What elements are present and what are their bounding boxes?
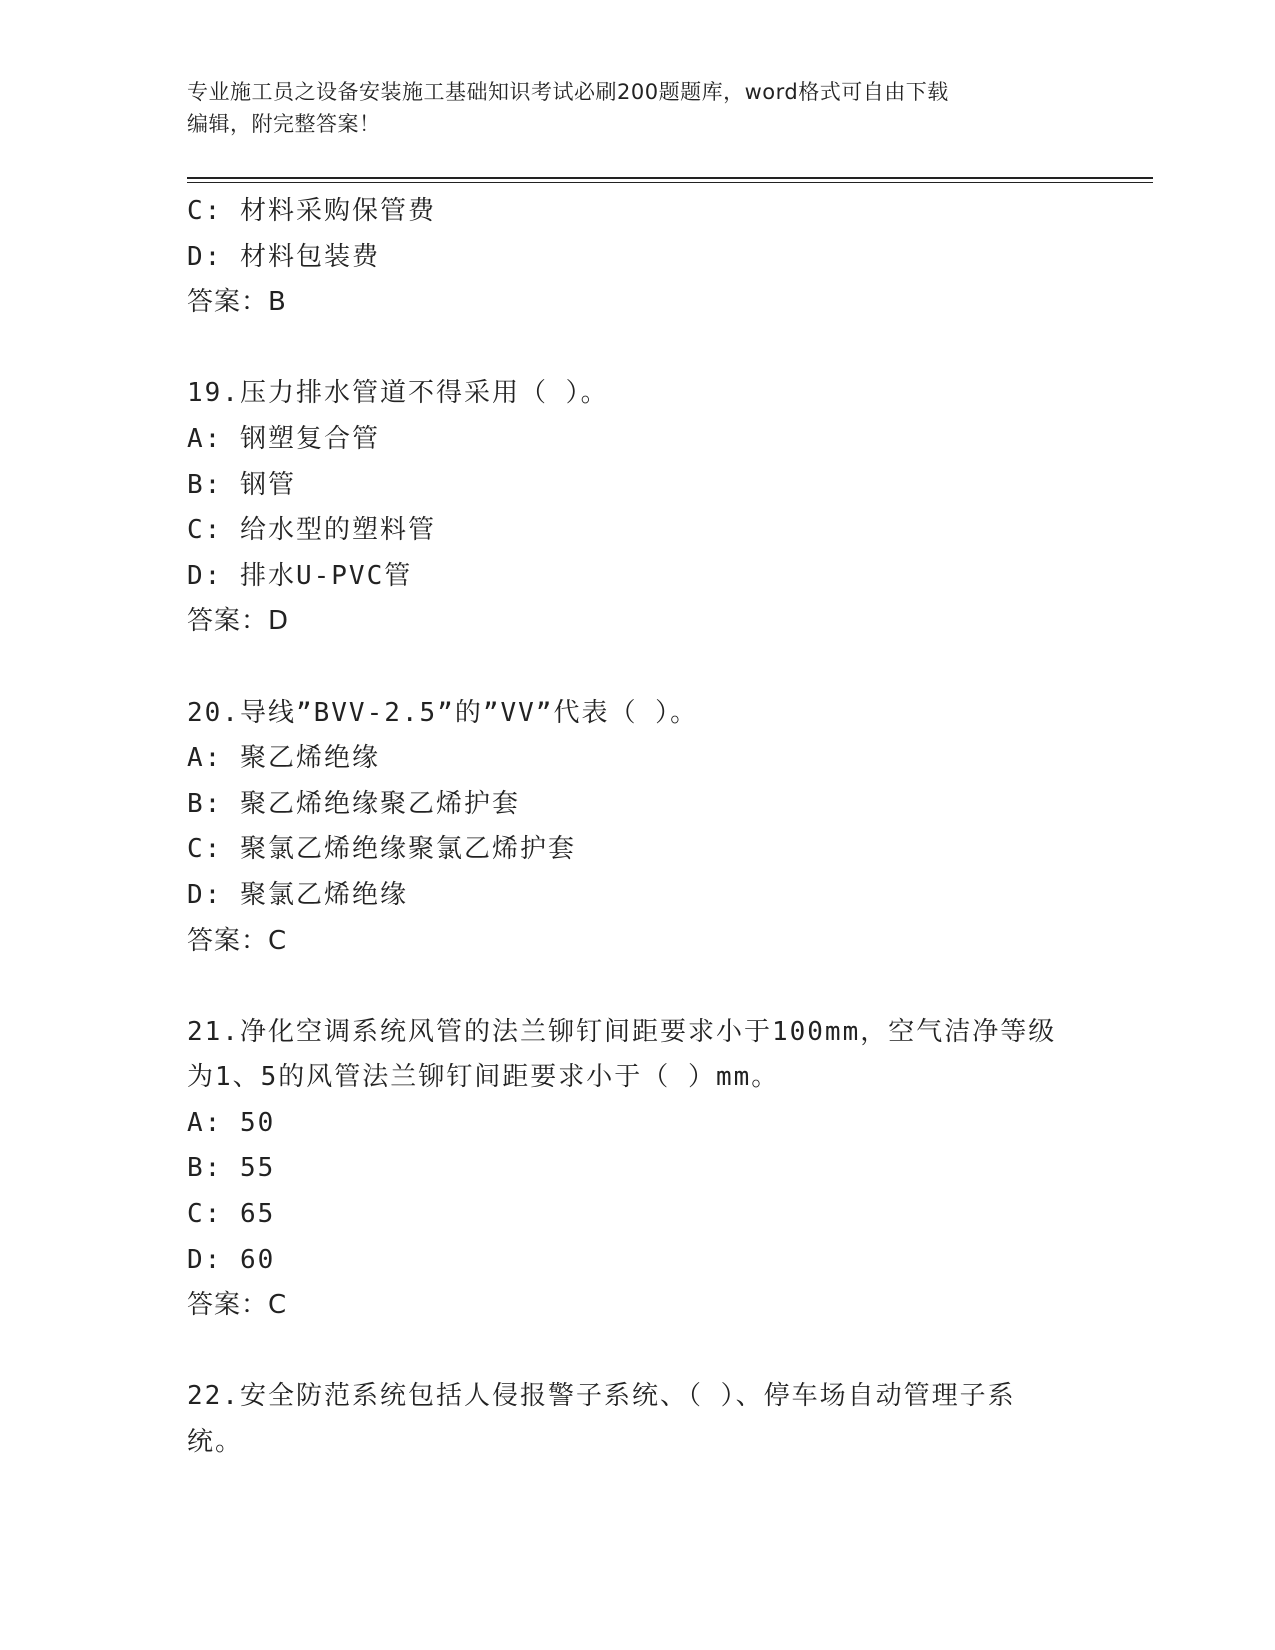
header-line-1: 专业施工员之设备安装施工基础知识考试必刷200题题库，word格式可自由下载 <box>187 80 949 104</box>
question-18-tail <box>187 189 1087 326</box>
question-stem-line-1: 21.净化空调系统风管的法兰铆钉间距要求小于100mm，空气洁净等级 <box>187 1016 1057 1047</box>
option-a: A: 聚乙烯绝缘 <box>187 743 380 774</box>
option-b: B: 55 <box>187 1153 276 1184</box>
question-content <box>187 189 1087 1466</box>
question-21 <box>187 1010 1087 1329</box>
question-stem: 20.导线”BVV-2.5”的”VV”代表（ ）。 <box>187 697 699 728</box>
question-stem-line-2: 为1、5的风管法兰铆钉间距要求小于（ ）mm。 <box>187 1062 780 1093</box>
question-stem-line-2: 统。 <box>187 1427 244 1458</box>
question-19 <box>187 371 1087 645</box>
option-d: D: 排水U-PVC管 <box>187 560 413 591</box>
question-stem-line-1: 22.安全防范系统包括人侵报警子系统、（ ）、停车场自动管理子系 <box>187 1381 1016 1412</box>
option-d: D: 聚氯乙烯绝缘 <box>187 879 408 910</box>
header-divider-thin <box>187 182 1153 183</box>
option-c: C: 材料采购保管费 <box>187 196 436 226</box>
question-20 <box>187 691 1087 965</box>
option-c: C: 给水型的塑料管 <box>187 515 436 546</box>
spacer <box>187 326 1087 372</box>
answer: 答案：C <box>187 925 288 956</box>
question-22 <box>187 1374 1087 1465</box>
header-divider-thick <box>187 177 1153 179</box>
answer: 答案：D <box>187 606 290 637</box>
page-header <box>187 76 1087 140</box>
option-d: D: 材料包装费 <box>187 241 380 272</box>
spacer <box>187 1329 1087 1375</box>
option-a: A: 钢塑复合管 <box>187 423 380 454</box>
answer: 答案：C <box>187 1290 288 1321</box>
option-a: A: 50 <box>187 1107 276 1138</box>
option-c: C: 聚氯乙烯绝缘聚氯乙烯护套 <box>187 834 576 865</box>
option-b: B: 钢管 <box>187 469 296 500</box>
option-d: D: 60 <box>187 1244 276 1275</box>
header-line-2: 编辑，附完整答案！ <box>187 112 381 136</box>
spacer <box>187 964 1087 1010</box>
option-c: C: 65 <box>187 1199 276 1230</box>
option-b: B: 聚乙烯绝缘聚乙烯护套 <box>187 788 520 819</box>
question-stem: 19.压力排水管道不得采用（ ）。 <box>187 378 609 409</box>
answer: 答案：B <box>187 287 287 318</box>
spacer <box>187 645 1087 691</box>
